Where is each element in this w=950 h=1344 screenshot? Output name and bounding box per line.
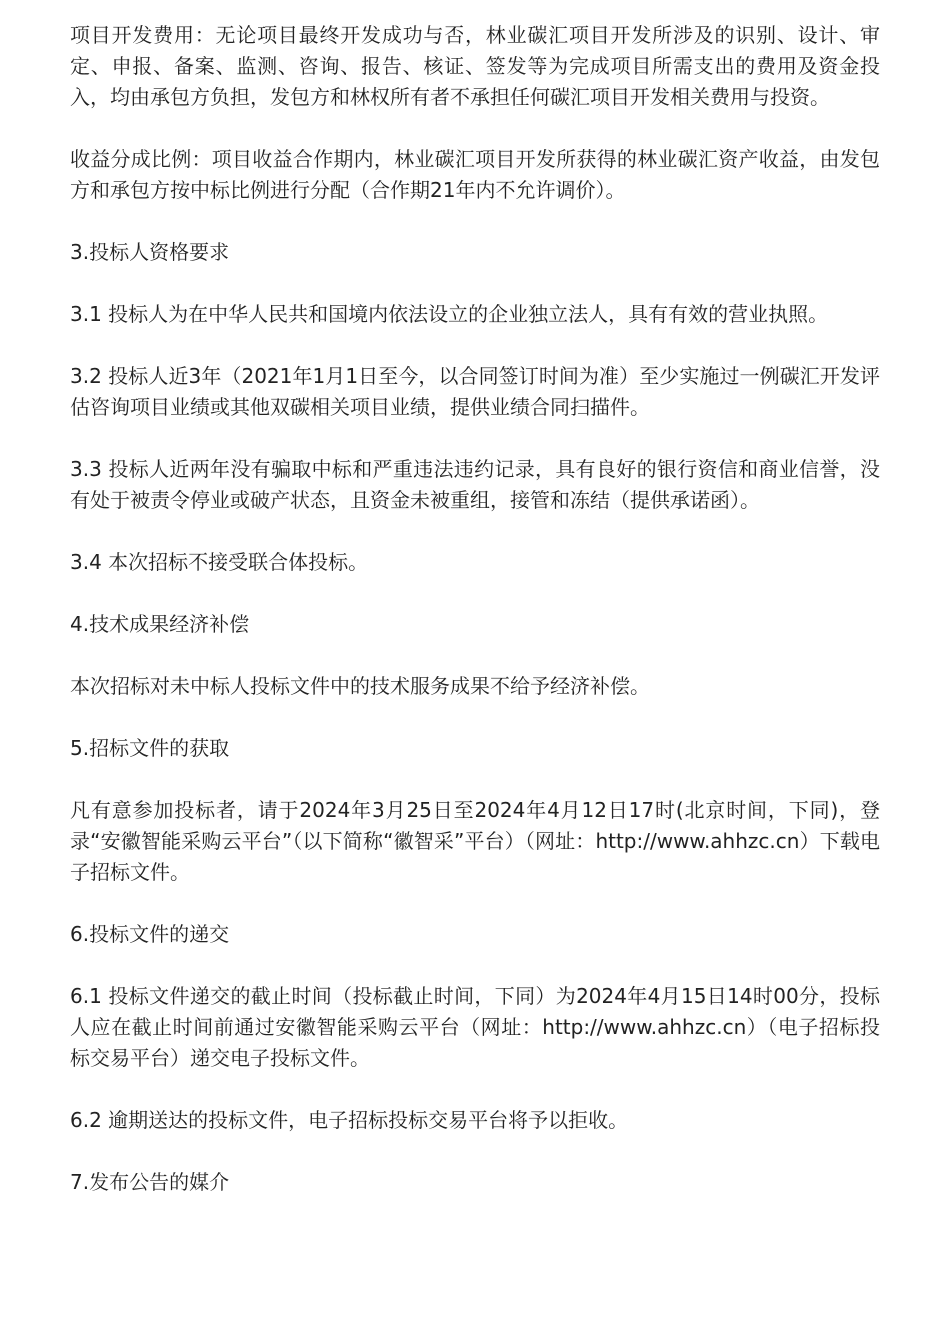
paragraph-compensation: 本次招标对未中标人投标文件中的技术服务成果不给予经济补偿。 [70, 674, 650, 698]
paragraph-3-3: 3.3 投标人近两年没有骗取中标和严重违法违约记录，具有良好的银行资信和商业信誉，没有处于被责令停业或破产状态，且资金未被重组，接管和冻结（提供承诺函）。 [70, 457, 880, 512]
paragraph-project-cost: 项目开发费用：无论项目最终开发成功与否，林业碳汇项目开发所涉及的识别、设计、审定、申报、备案、监测、咨询、报告、核证、签发等为完成项目所需支出的费用及资金投入，均由承包方负担，发包方和林权所有者不承担任何碳汇项目开发相关费用与投资。 [70, 23, 880, 109]
paragraph-6-2: 6.2 逾期送达的投标文件，电子招标投标交易平台将予以拒收。 [70, 1108, 629, 1132]
paragraph-revenue-share: 收益分成比例：项目收益合作期内，林业碳汇项目开发所获得的林业碳汇资产收益，由发包方和承包方按中标比例进行分配（合作期21年内不允许调价）。 [70, 147, 880, 202]
section-heading-media: 7.发布公告的媒介 [70, 1170, 230, 1194]
paragraph-6-1: 6.1 投标文件递交的截止时间（投标截止时间，下同）为2024年4月15日14时00分，投标人应在截止时间前通过安徽智能采购云平台（网址：http://www.ahhzc.cn）（电子招标投标交易平台）递交电子投标文件。 [70, 984, 880, 1070]
paragraph-obtain-documents: 凡有意参加投标者，请于2024年3月25日至2024年4月12日17时(北京时间，下同)，登录“安徽智能采购云平台”（以下简称“徽智采”平台）（网址：http://www.ahhzc.cn）下载电子招标文件。 [70, 798, 880, 884]
paragraph-3-2: 3.2 投标人近3年（2021年1月1日至今，以合同签订时间为准）至少实施过一例碳汇开发评估咨询项目业绩或其他双碳相关项目业绩，提供业绩合同扫描件。 [70, 364, 880, 419]
section-heading-qualification: 3.投标人资格要求 [70, 240, 230, 264]
paragraph-3-1: 3.1 投标人为在中华人民共和国境内依法设立的企业独立法人，具有有效的营业执照。 [70, 302, 829, 326]
paragraph-3-4: 3.4 本次招标不接受联合体投标。 [70, 550, 369, 574]
section-heading-compensation: 4.技术成果经济补偿 [70, 612, 250, 636]
section-heading-obtain-documents: 5.招标文件的获取 [70, 736, 230, 760]
section-heading-submission: 6.投标文件的递交 [70, 922, 230, 946]
